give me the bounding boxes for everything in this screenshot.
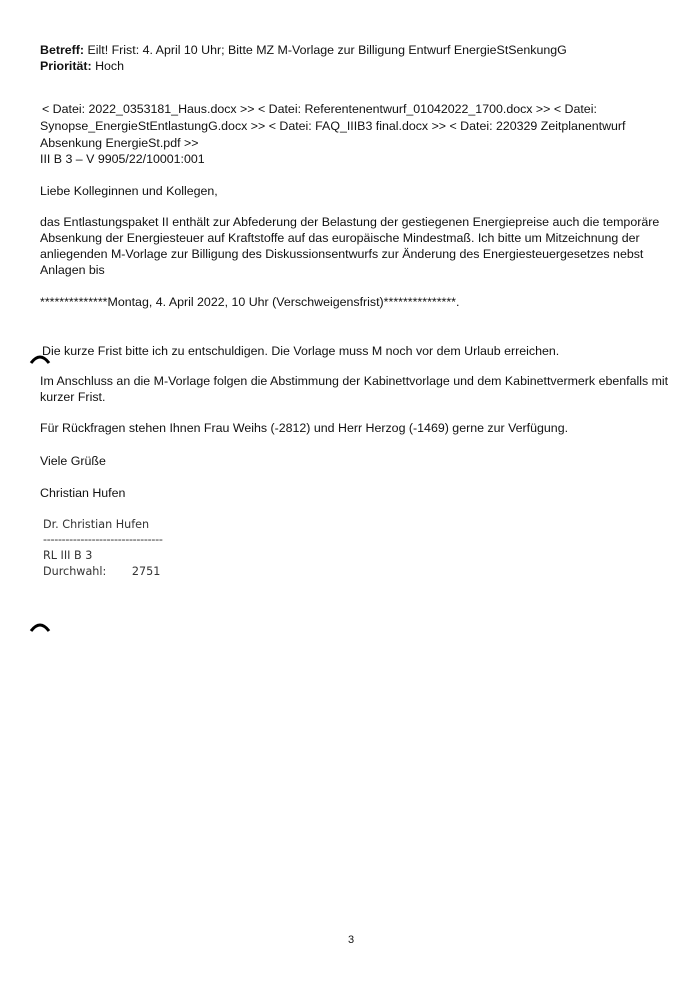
subject-line (40, 42, 567, 59)
greeting: Liebe Kolleginnen und Kollegen, (40, 184, 218, 198)
attachment-line-2: Synopse_EnergieStEntlastungG.docx >> < Datei: FAQ_IIIB3 final.docx >> < Datei: 220329 Zeitplanentwurf (40, 119, 626, 133)
phone-label: Durchwahl: (43, 565, 107, 578)
signature-unit: RL III B 3 (43, 549, 93, 562)
paragraph1-line-1: das Entlastungspaket II enthält zur Abfederung der Belastung der gestiegenen Energiepreise auch die temporäre (40, 215, 660, 229)
subject-text: Eilt! Frist: 4. April 10 Uhr; Bitte MZ M-Vorlage zur Billigung Entwurf EnergieStSenkungG (87, 43, 567, 57)
attachment-line-1: < Datei: 2022_0353181_Haus.docx >> < Datei: Referentenentwurf_01042022_1700.docx >> < Datei: (42, 102, 597, 116)
closing: Viele Grüße (40, 454, 106, 468)
reference-number: III B 3 – V 9905/22/10001:001 (40, 152, 205, 166)
signature-divider: -------------------------------- (43, 533, 163, 546)
paragraph3-line-2: kurzer Frist. (40, 390, 106, 404)
phone-value: 2751 (131, 565, 161, 578)
punch-hole-mark-icon (29, 352, 51, 364)
paragraph3-line-1: Im Anschluss an die M-Vorlage folgen die Abstimmung der Kabinettvorlage und dem Kabinettvermerk ebenfalls mit (40, 374, 669, 388)
deadline-line: **************Montag, 4. April 2022, 10 Uhr (Verschweigensfrist)***************. (40, 295, 460, 309)
page-number: 3 (348, 934, 355, 946)
priority-line (40, 58, 124, 75)
punch-hole-mark-icon (29, 620, 51, 632)
signature-phone (43, 564, 160, 581)
paragraph1-line-3: anliegenden M-Vorlage zur Billigung des Diskussionsentwurfs zur Änderung des Energiesteuergesetzes nebst (40, 247, 644, 261)
signature-name: Dr. Christian Hufen (43, 518, 150, 531)
paragraph1-line-2: Absenkung der Energiesteuer auf Kraftstoffe auf das europäische Mindestmaß. Ich bitte um Mitzeichnung der (40, 231, 640, 245)
priority-text: Hoch (95, 59, 125, 73)
paragraph4: Für Rückfragen stehen Ihnen Frau Weihs (-2812) und Herr Herzog (-1469) gerne zur Verfügung. (40, 421, 569, 435)
sender-name: Christian Hufen (40, 486, 126, 500)
attachment-line-3: Absenkung EnergieSt.pdf >> (40, 136, 199, 150)
paragraph1-line-4: Anlagen bis (40, 263, 105, 277)
paragraph2: Die kurze Frist bitte ich zu entschuldigen. Die Vorlage muss M noch vor dem Urlaub erreichen. (42, 344, 560, 358)
subject-label: Betreff: (40, 43, 85, 57)
priority-label: Priorität: (40, 59, 92, 73)
